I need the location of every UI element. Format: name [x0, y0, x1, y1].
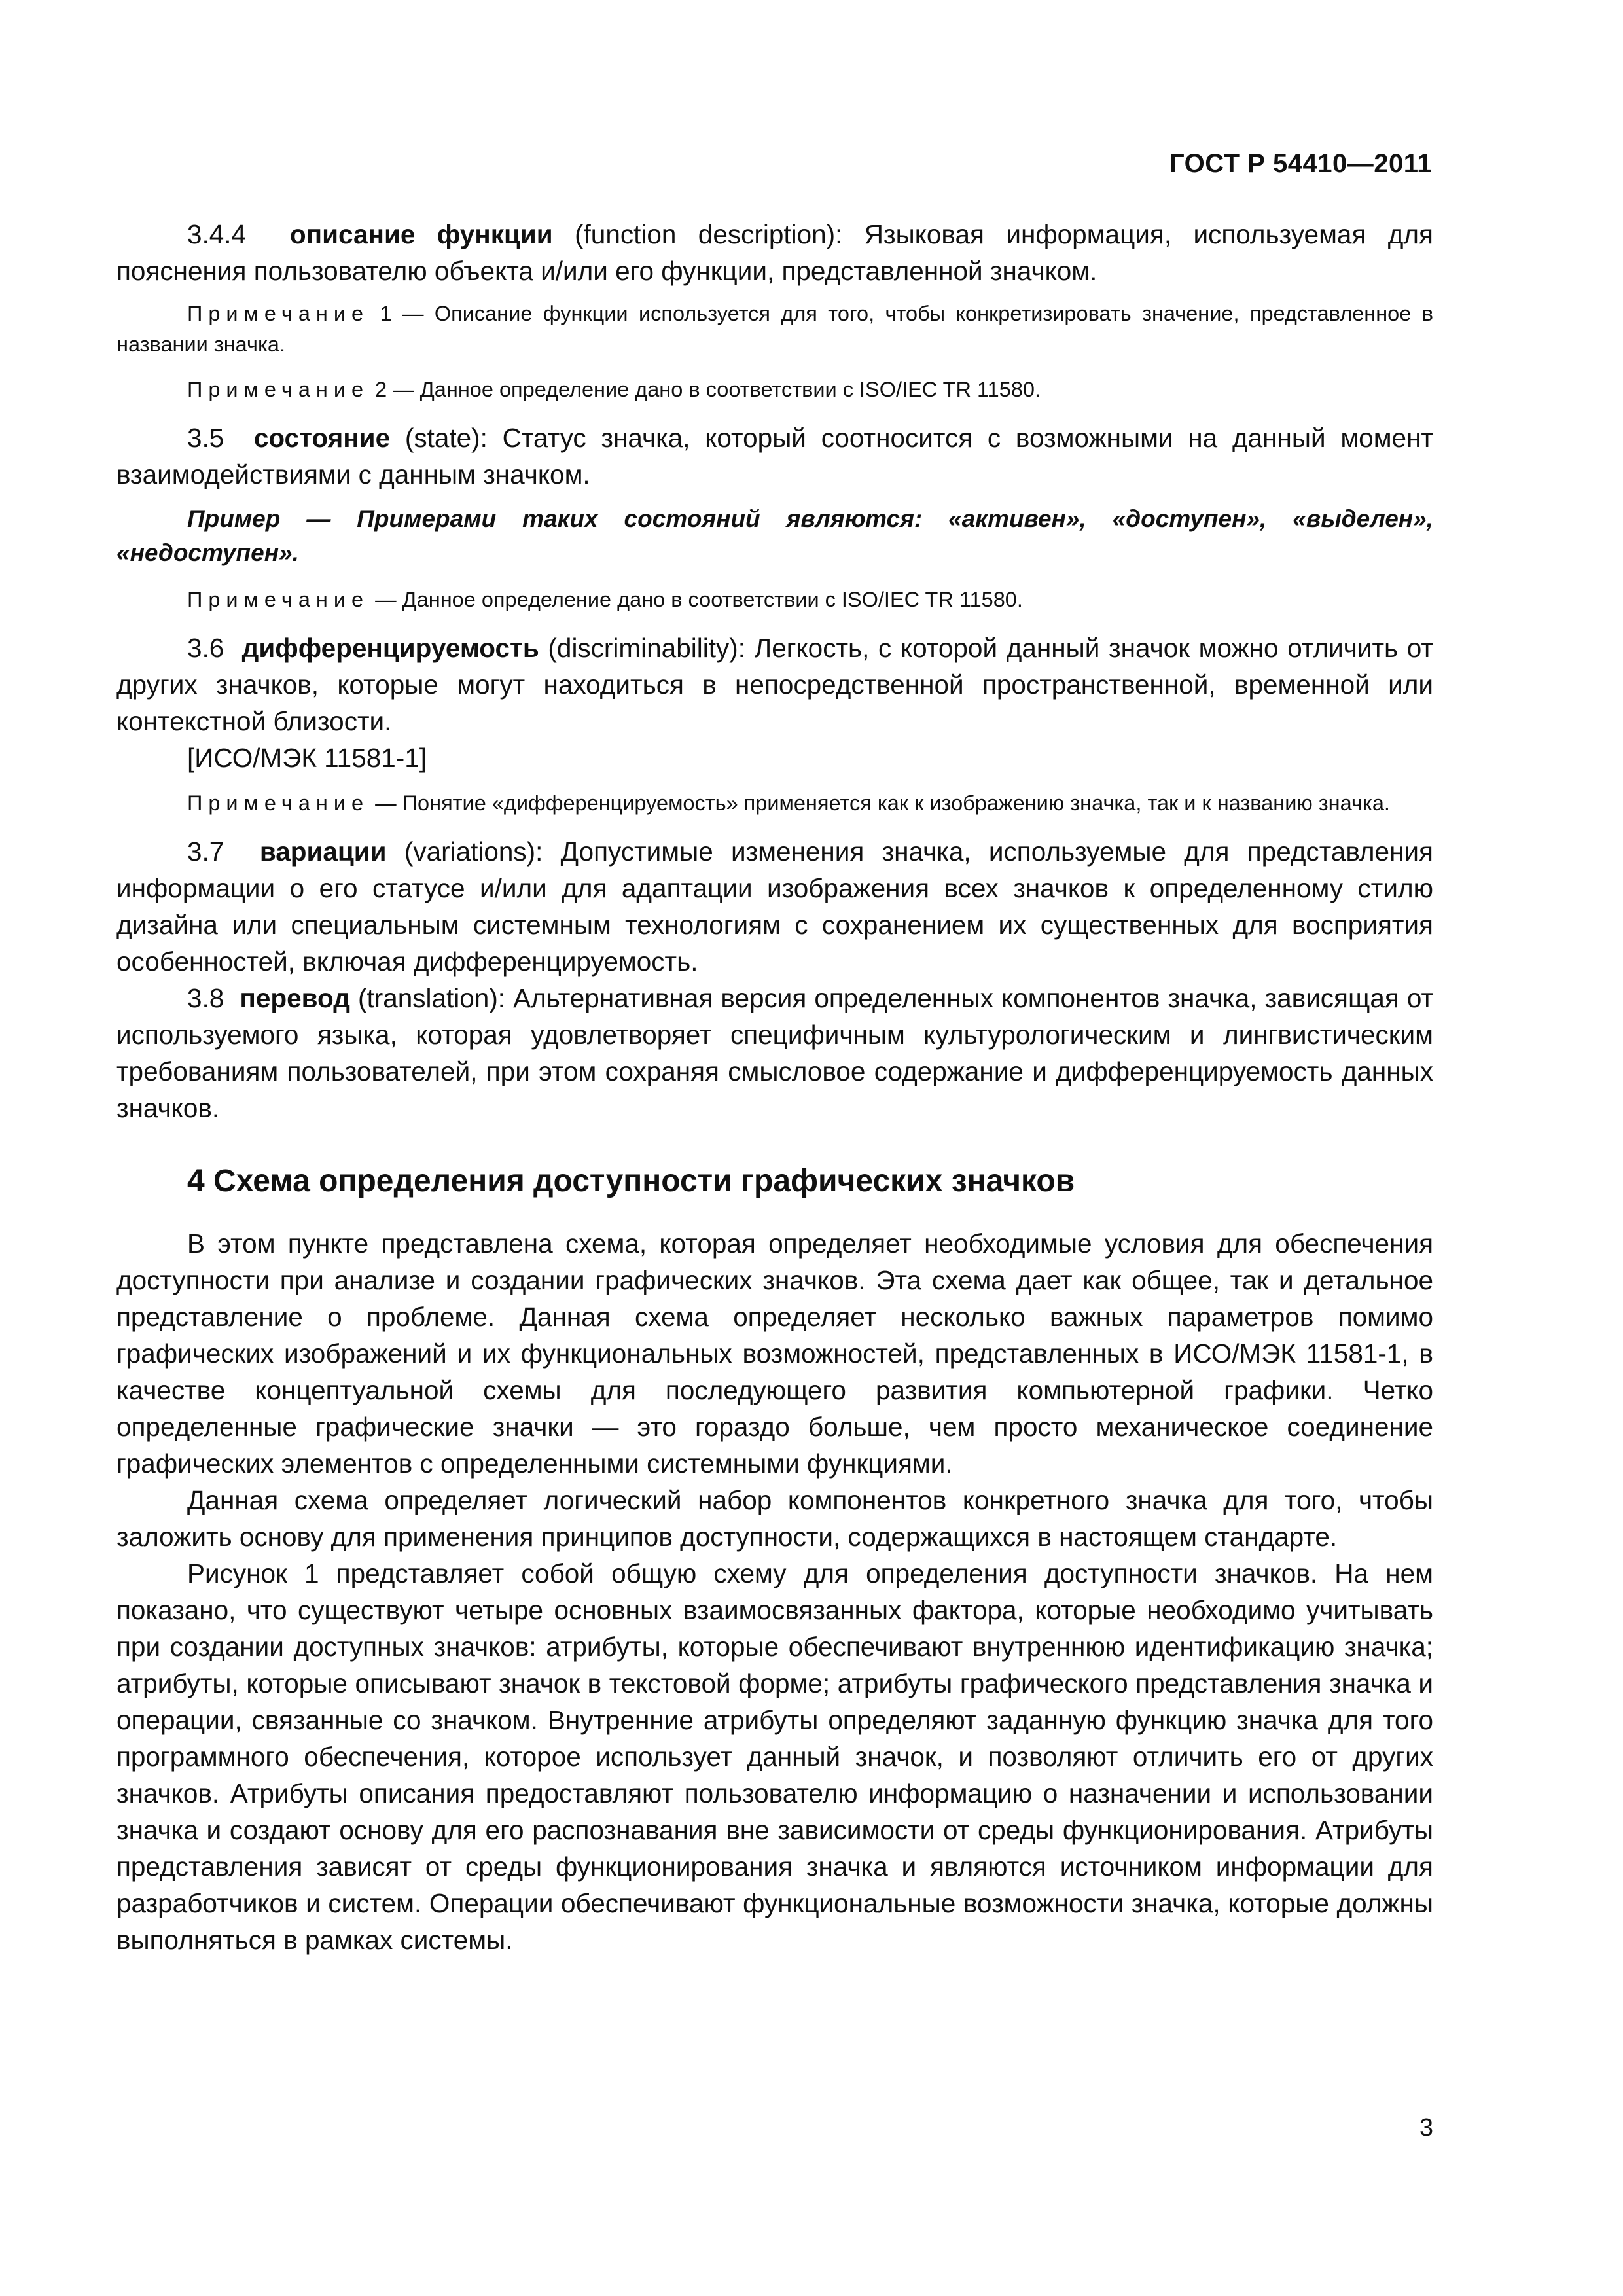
term-definition: (variations): Допустимые изменения значка, используемые для представления информации о его статусе и/или для адаптации изображения всех значков к определенному стилю дизайна или специальным системным технологиям с сохранением их существенных для восприятия особенностей, включая дифференцируемость. [116, 836, 1433, 977]
note-label: Примечание [187, 302, 370, 325]
term-definition: (discriminability): Легкость, с которой данный значок можно отличить от других значков, которые могут находиться в непосредственной пространственной, временной или контекстной близости. [116, 633, 1433, 736]
section-4-heading: 4 Схема определения доступности графических значков [187, 1164, 1075, 1198]
term-3-6 [116, 630, 1433, 740]
term-number: 3.5 [187, 423, 224, 453]
reference-3-6: [ИСО/МЭК 11581-1] [187, 743, 427, 773]
term-3-8 [116, 980, 1433, 1126]
example-3-5: Пример — Примерами таких состояний являются: «активен», «доступен», «выделен», «недоступен». [116, 505, 1433, 566]
standard-header: ГОСТ Р 54410—2011 [1169, 149, 1432, 178]
page-number: 3 [1419, 2114, 1433, 2142]
term-number: 3.6 [187, 633, 224, 663]
section-4-paragraph-3: Рисунок 1 представляет собой общую схему для определения доступности значков. На нем показано, что существуют четыре основных взаимосвязанных фактора, которые необходимо учитывать при создании доступных значков: атрибуты, которые обеспечивают внутреннюю идентификацию значка; атрибуты, которые описывают значок в текстовой форме; атрибуты графического представления значка и операции, связанные со значком. Внутренние атрибуты определяют заданную функцию значка для того программного обеспечения, которое использует данный значок, и позволяют отличить его от других значков. Атрибуты описания предоставляют пользователю информацию о назначении и использовании значка и создают основу для его распознавания вне зависимости от среды функционирования. Атрибуты представления зависят от среды функционирования значка и являются источником информации для разработчиков и систем. Операции обеспечивают функциональные возможности значка, которые должны выполняться в рамках системы. [116, 1558, 1433, 1955]
note-text: — Данное определение дано в соответствии с ISO/IEC TR 11580. [369, 588, 1023, 611]
term-definition: (translation): Альтернативная версия определенных компонентов значка, зависящая от используемого языка, которая удовлетворяет специфичным культурологическим и лингвистическим требованиям пользователей, при этом сохраняя смысловое содержание и дифференцируемость данных значков. [116, 983, 1433, 1123]
note-3-4-4-1 [116, 298, 1433, 360]
term-3-4-4 [116, 216, 1433, 289]
term-3-7 [116, 833, 1433, 980]
section-4-paragraph-1: В этом пункте представлена схема, которая определяет необходимые условия для обеспечения доступности при анализе и создании графических значков. Эта схема дает как общее, так и детальное представление о проблеме. Данная схема определяет несколько важных параметров помимо графических изображений и их функциональных возможностей, представленных в ИСО/МЭК 11581-1, в качестве концептуальной схемы для последующего развития компьютерной графики. Четко определенные графические значки — это гораздо больше, чем просто механическое соединение графических элементов с определенными системными функциями. [116, 1229, 1433, 1479]
term-title: вариации [259, 836, 387, 867]
note-3-4-4-2 [116, 374, 1433, 405]
note-label: Примечание [187, 588, 370, 611]
term-title: дифференцируемость [241, 633, 539, 663]
note-text: 1 — Описание функции используется для того, чтобы конкретизировать значение, представленное в названии значка. [116, 302, 1433, 356]
note-3-5 [116, 584, 1433, 615]
page-content [116, 216, 1433, 1958]
term-definition: (state): Статус значка, который соотносится с возможными на данный момент взаимодействиями с данным значком. [116, 423, 1433, 490]
note-3-6 [116, 788, 1433, 819]
term-title: перевод [240, 983, 350, 1013]
term-definition: (function description): Языковая информация, используемая для пояснения пользователю объекта и/или его функции, представленной значком. [116, 219, 1433, 286]
term-number: 3.8 [187, 983, 224, 1013]
note-text: 2 — Данное определение дано в соответствии с ISO/IEC TR 11580. [369, 378, 1041, 401]
term-title: состояние [253, 423, 391, 453]
term-number: 3.4.4 [187, 219, 247, 249]
term-3-5 [116, 420, 1433, 493]
note-label: Примечание [187, 378, 370, 401]
term-title: описание функции [289, 219, 553, 249]
section-4-paragraph-2: Данная схема определяет логический набор компонентов конкретного значка для того, чтобы заложить основу для применения принципов доступности, содержащихся в настоящем стандарте. [116, 1485, 1433, 1552]
note-text: — Понятие «дифференцируемость» применяется как к изображению значка, так и к названию значка. [369, 791, 1390, 815]
note-label: Примечание [187, 791, 370, 815]
term-number: 3.7 [187, 836, 224, 867]
